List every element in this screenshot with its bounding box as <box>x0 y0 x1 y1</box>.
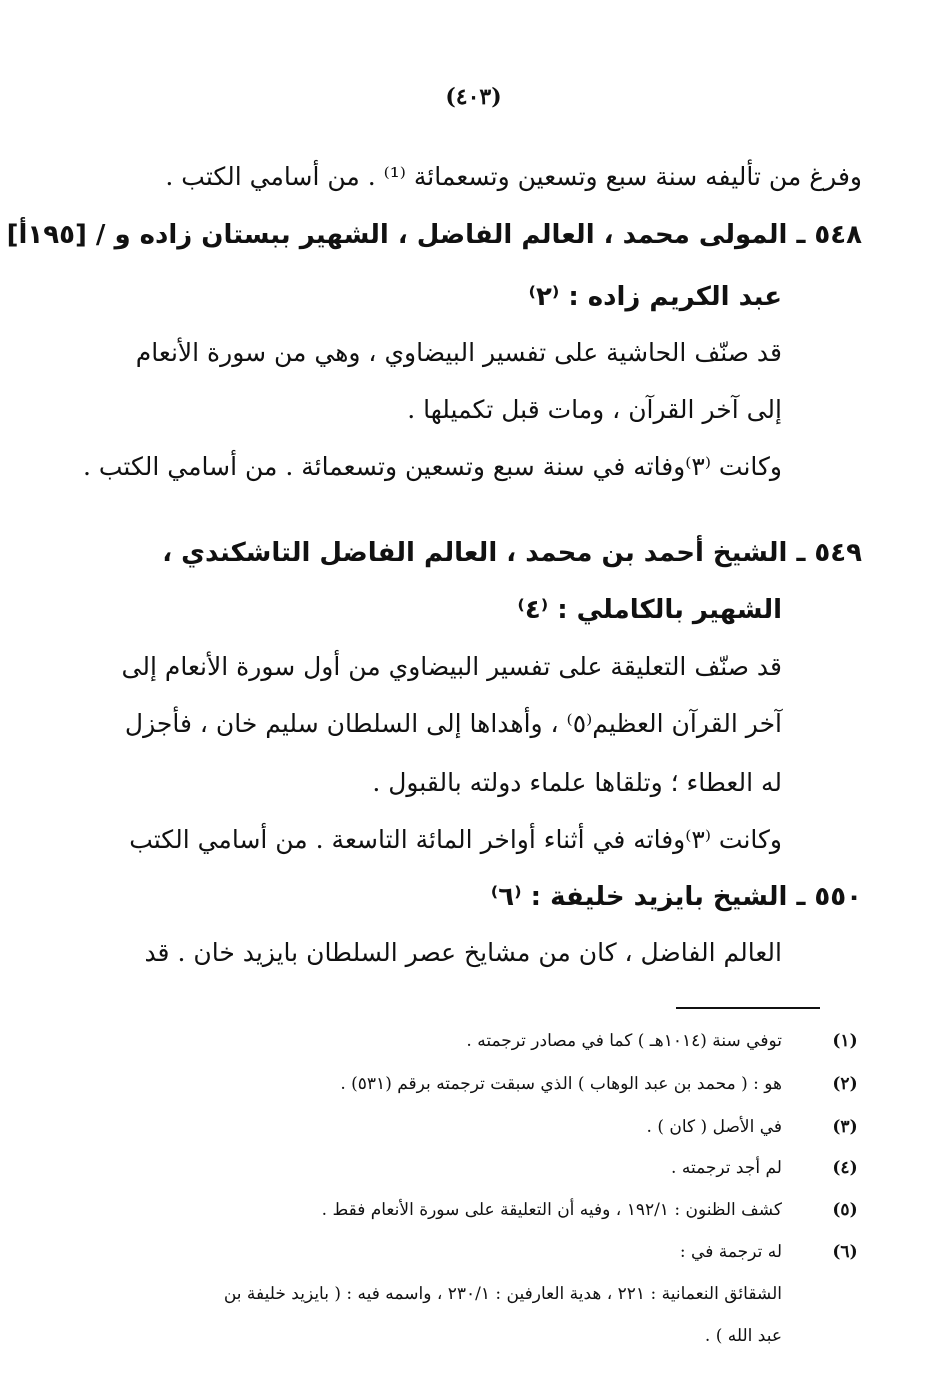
footnote-3-text: في الأصل ( كان ) . <box>646 1117 782 1137</box>
entry-549-heading-cont: الشهير بالكاملي : ⁽٤⁾ <box>517 595 782 625</box>
footnote-separator <box>676 1007 820 1009</box>
footnote-5-text: كشف الظنون : ١٩٢/١ ، وفيه أن التعليقة على سورة الأنعام فقط . <box>321 1200 782 1220</box>
body-line-1: وفرغ من تأليفه سنة سبع وتسعين وتسعمائة ⁽¹⁾ . من أسامي الكتب . <box>165 162 862 191</box>
footnote-4-text: لم أجد ترجمته . <box>671 1158 782 1178</box>
footnote-1-text: توفي سنة (١٠١٤هـ ) كما في مصادر ترجمته . <box>466 1031 782 1051</box>
body-line-14: العالم الفاضل ، كان من مشايخ عصر السلطان بايزيد خان . قد <box>144 938 782 967</box>
entry-549-heading: ٥٤٩ ـ الشيخ أحمد بن محمد ، العالم الفاضل التاشكندي ، <box>162 538 862 568</box>
body-line-4: قد صنّف الحاشية على تفسير البيضاوي ، وهي من سورة الأنعام <box>135 338 782 367</box>
body-line-12: وكانت ⁽٣⁾وفاته في أثناء أواخر المائة التاسعة . من أسامي الكتب <box>129 825 782 854</box>
footnote-5-number: (٥) <box>832 1200 858 1220</box>
footnote-2-number: (٢) <box>832 1074 858 1094</box>
body-line-11: له العطاء ؛ وتلقاها علماء دولته بالقبول . <box>372 768 782 797</box>
footnote-2-text: هو : ( محمد بن عبد الوهاب ) الذي سبقت ترجمته برقم (٥٣١) . <box>340 1074 782 1094</box>
entry-550-heading: ٥٥٠ ـ الشيخ بايزيد خليفة : ⁽٦⁾ <box>490 882 862 912</box>
footnote-4-number: (٤) <box>832 1158 858 1178</box>
footnote-1-number: (١) <box>832 1031 858 1051</box>
page-number: (٤٠٣) <box>445 84 502 110</box>
footnote-6-text: له ترجمة في : <box>679 1242 782 1262</box>
body-line-6: وكانت ⁽٣⁾وفاته في سنة سبع وتسعين وتسعمائة . من أسامي الكتب . <box>82 452 782 481</box>
body-line-10: آخر القرآن العظيم⁽٥⁾ ، وأهداها إلى السلطان سليم خان ، فأجزل <box>124 709 782 738</box>
footnote-6-text-cont-2: عبد الله ) . <box>704 1326 782 1346</box>
footnote-6-number: (٦) <box>832 1242 858 1262</box>
footnote-6-text-cont: الشقائق النعمانية : ٢٢١ ، هدية العارفين : ٢٣٠/١ ، واسمه فيه : ( بايزيد خليفة بن <box>223 1284 782 1304</box>
footnote-3-number: (٣) <box>832 1117 858 1137</box>
entry-548-heading: ٥٤٨ ـ المولى محمد ، العالم الفاضل ، الشهير ببستان زاده و / [١٩٥أ] <box>6 220 862 250</box>
body-line-5: إلى آخر القرآن ، ومات قبل تكميلها . <box>407 395 782 424</box>
entry-548-heading-cont: عبد الكريم زاده : ⁽٢⁾ <box>528 282 782 312</box>
body-line-9: قد صنّف التعليقة على تفسير البيضاوي من أول سورة الأنعام إلى <box>121 652 782 681</box>
